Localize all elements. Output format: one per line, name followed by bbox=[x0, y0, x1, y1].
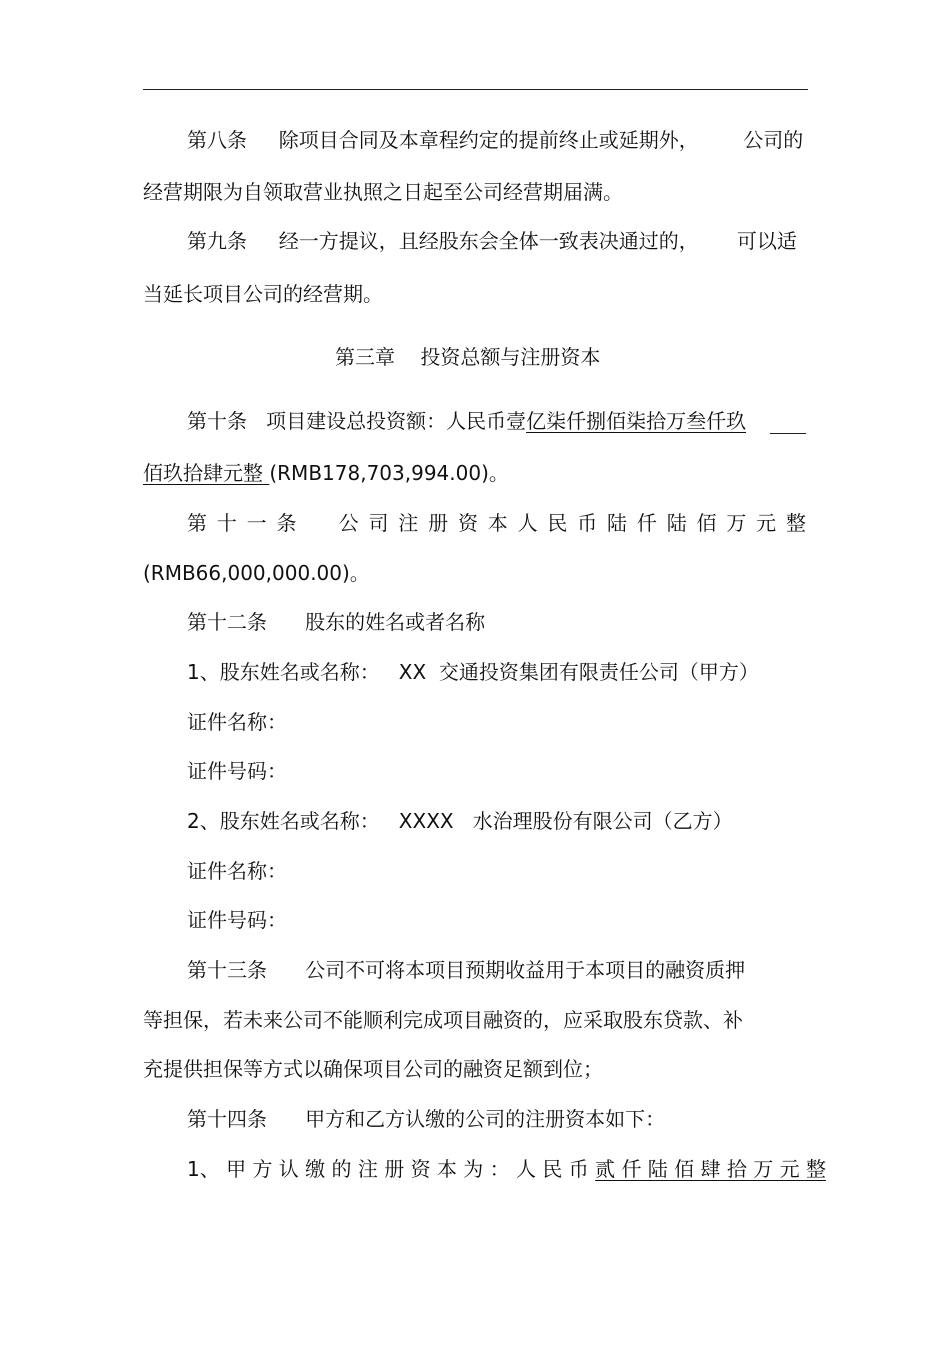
party-a-capital-lead: 1、 甲 方 认 缴 的 注 册 资 本 为 ： 人 民 币 bbox=[187, 1157, 596, 1181]
shareholder-2-id-name: 证件名称： bbox=[187, 859, 287, 883]
shareholder-1-id-name: 证件名称： bbox=[187, 710, 287, 734]
article-11-line-2: (RMB66,000,000.00)。 bbox=[143, 561, 370, 585]
article-14-item-1 bbox=[187, 1155, 826, 1183]
shareholder-2-id-number: 证件号码： bbox=[187, 908, 287, 932]
header-rule bbox=[143, 89, 808, 90]
article-10-lead: 第十条 项目建设总投资额：人民币壹 bbox=[187, 409, 527, 433]
party-a-capital-amount: 贰 仟 陆 佰 肆 拾 万 元 整 bbox=[595, 1157, 826, 1181]
article-8-line-2: 经营期限为自领取营业执照之日起至公司经营期届满。 bbox=[143, 180, 623, 204]
underline-fill bbox=[770, 433, 806, 434]
article-8-line-1: 第八条 除项目合同及本章程约定的提前终止或延期外， 公司的 bbox=[187, 128, 804, 152]
shareholder-1-name: 1、股东姓名或名称： XX 交通投资集团有限责任公司（甲方） bbox=[187, 660, 759, 684]
article-9-line-1: 第九条 经一方提议，且经股东会全体一致表决通过的， 可以适 bbox=[187, 229, 797, 253]
investment-amount-rmb: (RMB178,703,994.00)。 bbox=[269, 461, 509, 485]
chapter-3-heading: 第三章 投资总额与注册资本 bbox=[335, 345, 601, 369]
article-13-line-1: 第十三条 公司不可将本项目预期收益用于本项目的融资质押 bbox=[187, 958, 746, 982]
article-14-heading: 第十四条 甲方和乙方认缴的公司的注册资本如下： bbox=[187, 1107, 666, 1131]
article-11-line-1: 第十一条 公司注册资本人民币陆仟陆佰万元整 bbox=[187, 511, 806, 535]
investment-amount-part-2: 佰玖拾肆元整 bbox=[143, 461, 270, 485]
article-9-line-2: 当延长项目公司的经营期。 bbox=[143, 282, 383, 306]
shareholder-2-name: 2、股东姓名或名称： XXXX 水治理股份有限公司（乙方） bbox=[187, 809, 733, 833]
article-10-line-1 bbox=[187, 407, 746, 435]
article-13-line-3: 充提供担保等方式以确保项目公司的融资足额到位； bbox=[143, 1057, 603, 1081]
article-12-heading: 第十二条 股东的姓名或者名称 bbox=[187, 610, 486, 634]
article-13-line-2: 等担保，若未来公司不能顺利完成项目融资的，应采取股东贷款、补 bbox=[143, 1008, 743, 1032]
shareholder-1-id-number: 证件号码： bbox=[187, 759, 287, 783]
article-10-line-2 bbox=[143, 459, 509, 487]
investment-amount-part-1: 亿柒仟捌佰柒拾万叁仟玖 bbox=[526, 409, 747, 433]
